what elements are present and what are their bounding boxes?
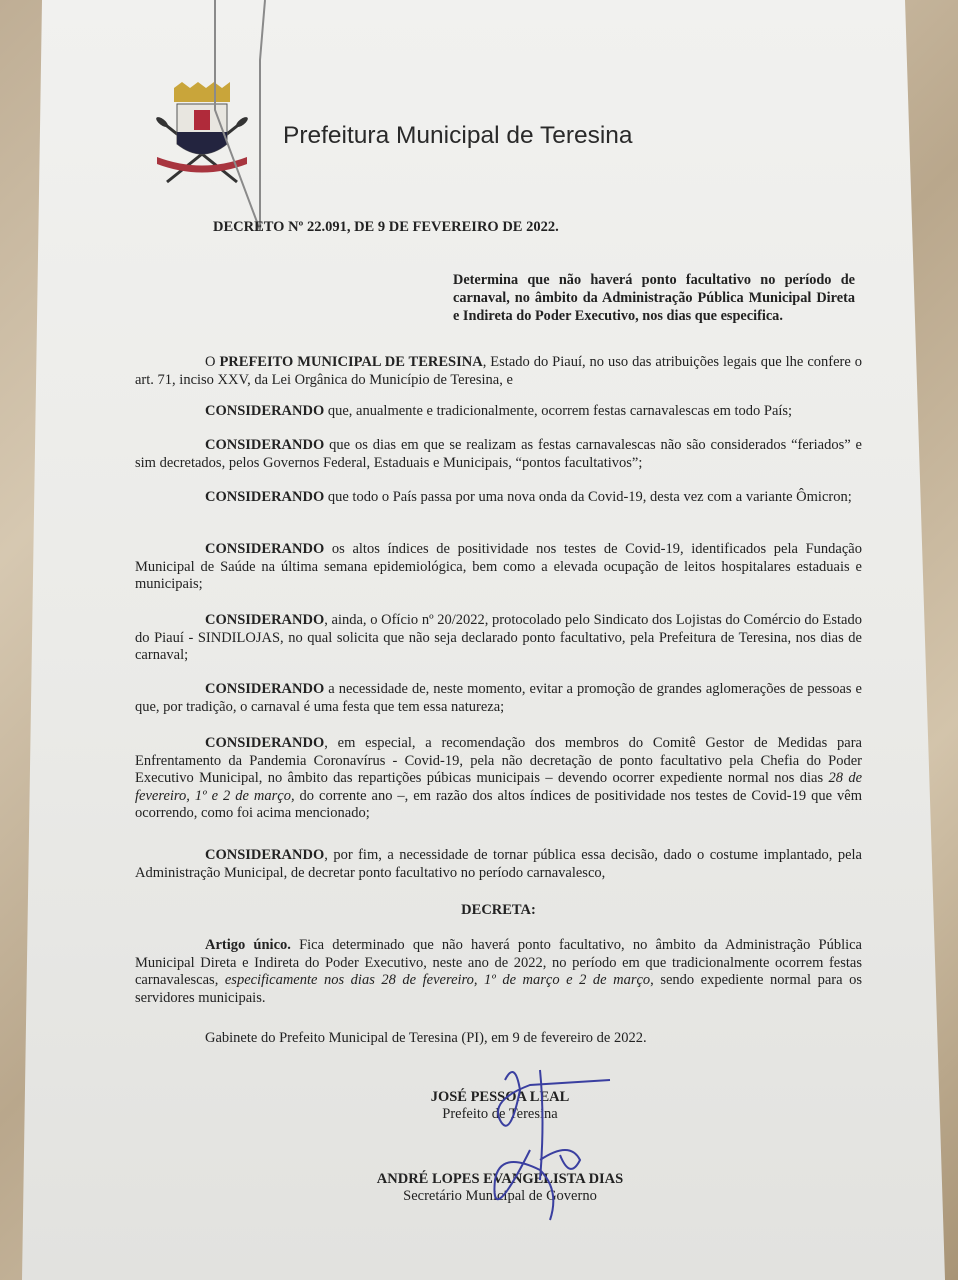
text: que os dias em que se realizam as festas carnavalescas não são considerados “feriados” e sim decretados, pelos Governos Federal, Estaduais e Municipais, “pontos facultativos”; xyxy=(135,437,862,471)
text: , por fim, a necessidade de tornar pública essa decisão, dado o costume implantado, pela Administração Municipal, de decretar ponto facultativo no período carnavalesco, xyxy=(135,847,862,881)
text: que, anualmente e tradicionalmente, ocorrem festas carnavalescas em todo País; xyxy=(324,403,793,419)
text: que todo o País passa por uma nova onda da Covid-19, desta vez com a variante Ômicron; xyxy=(324,489,852,505)
keyword: CONSIDERANDO xyxy=(205,437,325,453)
considerando-3 xyxy=(135,489,862,507)
text: O xyxy=(205,354,220,370)
considerando-8 xyxy=(135,847,862,882)
considerando-1 xyxy=(135,403,862,421)
keyword: CONSIDERANDO xyxy=(205,847,325,863)
dates-italic: 28 de fevereiro, 1º e 2 de março, xyxy=(135,770,863,804)
dates-italic: especificamente nos dias 28 de fevereiro, 1º de março e 2 de março xyxy=(224,972,651,989)
text: , em especial, a recomendação dos membros do Comitê Gestor de Medidas para Enfrentamento da Pandemia Coronavírus - Covid-19, pela não decretação de ponto facultativo pela Chefia do Poder Executivo Municipal, no âmbito das repartições púbicas municipais – devendo ocorrer expediente normal nos dias xyxy=(135,735,862,787)
keyword: CONSIDERANDO xyxy=(205,681,325,697)
decree-summary: Determina que não haverá ponto facultativo no período de carnaval, no âmbito da Administração Pública Municipal Direta e Indireta do Poder Executivo, nos dias que especifica. xyxy=(453,272,855,324)
handwritten-signatures xyxy=(420,1060,640,1240)
text: Fica determinado que não haverá ponto facultativo, no âmbito da Administração Pública Municipal Direta e Indireta do Poder Executivo, neste ano de 2022, no período em que tradicionalmente ocorrem festas carnavalescas, xyxy=(135,937,862,989)
decree-title: DECRETO Nº 22.091, DE 9 DE FEVEREIRO DE 2022. xyxy=(213,219,559,235)
signer-name: JOSÉ PESSOA LEAL xyxy=(430,1089,570,1105)
text: , sendo expediente normal para os servidores municipais. xyxy=(135,972,862,1006)
intro-paragraph xyxy=(135,354,862,389)
keyword: Artigo único. xyxy=(205,937,291,953)
decreta-heading: DECRETA: xyxy=(461,902,536,918)
considerando-7 xyxy=(135,735,862,823)
closing-line: Gabinete do Prefeito Municipal de Teresina (PI), em 9 de fevereiro de 2022. xyxy=(205,1030,647,1046)
article-paragraph xyxy=(135,937,862,1007)
signer-name: ANDRÉ LOPES EVANGELISTA DIAS xyxy=(376,1171,624,1187)
text: , ainda, o Ofício nº 20/2022, protocolado pelo Sindicato dos Lojistas do Comércio do Estado do Piauí - SINDILOJAS, no qual solicita que não seja declarado ponto facultativo, pela Prefeitura de Teresina, nos dias de carnaval; xyxy=(135,612,862,664)
considerando-5 xyxy=(135,612,862,665)
signer-role: Prefeito de Teresina xyxy=(442,1106,558,1122)
considerando-2 xyxy=(135,437,862,472)
considerando-4 xyxy=(135,541,862,594)
text: a necessidade de, neste momento, evitar a promoção de grandes aglomerações de pessoas e que, por tradição, o carnaval é uma festa que tem essa natureza; xyxy=(135,681,862,715)
keyword: CONSIDERANDO xyxy=(205,735,325,751)
mayor-title: PREFEITO MUNICIPAL DE TERESINA xyxy=(219,354,483,370)
keyword: CONSIDERANDO xyxy=(205,541,325,557)
considerando-6 xyxy=(135,681,862,716)
organization-name: Prefeitura Municipal de Teresina xyxy=(283,122,633,149)
keyword: CONSIDERANDO xyxy=(205,489,325,505)
text: do corrente ano –, em razão dos altos índices de positividade nos testes de Covid-19 que vêm ocorrendo, como foi acima mencionado; xyxy=(135,787,862,822)
text: , Estado do Piauí, no uso das atribuições legais que lhe confere o art. 71, inciso XXV, da Lei Orgânica do Município de Teresina, e xyxy=(135,354,862,388)
signer-role: Secretário Municipal de Governo xyxy=(403,1188,597,1204)
text: os altos índices de positividade nos testes de Covid-19, identificados pela Fundação Municipal de Saúde na última semana epidemiológica, bem como a elevada ocupação de leitos hospitalares estaduais e municipais; xyxy=(135,541,862,593)
keyword: CONSIDERANDO xyxy=(205,403,325,419)
keyword: CONSIDERANDO xyxy=(205,612,325,628)
